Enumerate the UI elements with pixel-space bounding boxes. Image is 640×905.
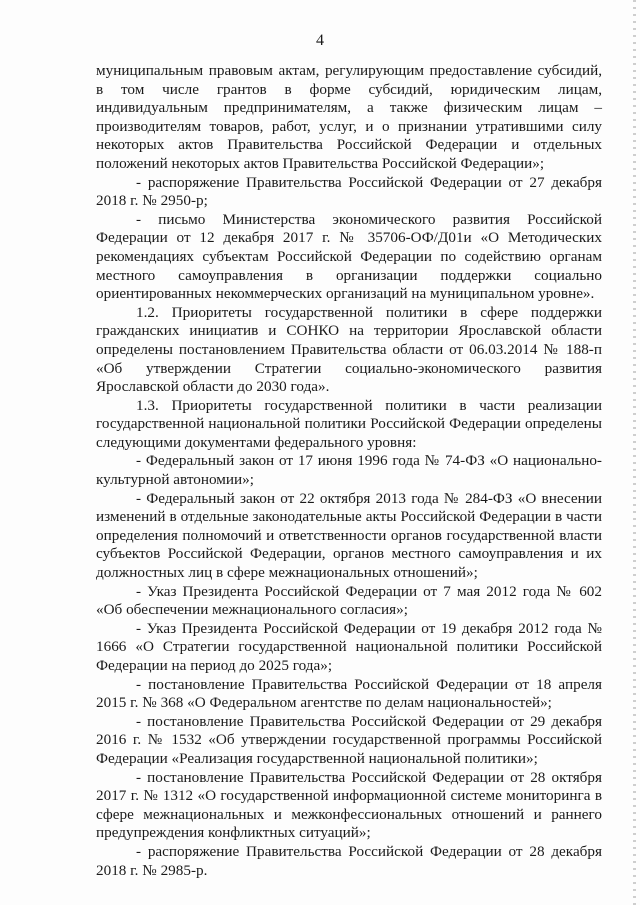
scan-edge-artifact — [633, 0, 636, 905]
paragraph: - Указ Президента Российской Федерации от 19 декабря 2012 года № 1666 «О Стратегии государственной национальной политики Российской Федерации на период до 2025 года»; — [96, 619, 602, 674]
paragraph: - распоряжение Правительства Российской Федерации от 27 декабря 2018 г. № 2950-р; — [96, 173, 602, 210]
paragraph: - постановление Правительства Российской Федерации от 29 декабря 2016 г. № 1532 «Об утверждении государственной программы Российской Федерации «Реализация государственной национальной политики»; — [96, 712, 602, 767]
paragraph: - Указ Президента Российской Федерации от 7 мая 2012 года № 602 «Об обеспечении межнационального согласия»; — [96, 582, 602, 619]
page-number: 4 — [316, 32, 324, 49]
paragraph: муниципальным правовым актам, регулирующим предоставление субсидий, в том числе грантов в форме субсидий, юридическим лицам, индивидуальным предпринимателям, а также физическим лицам – производителям товаров, работ, услуг, и о признании утратившими силу некоторых актов Правительства Российской Федерации и отдельных положений некоторых актов Правительства Российской Федерации»; — [96, 62, 602, 172]
paragraph: - Федеральный закон от 17 июня 1996 года № 74-ФЗ «О национально-культурной автономии»; — [96, 452, 602, 489]
paragraph: - письмо Министерства экономического развития Российской Федерации от 12 декабря 2017 г. № 35706-ОФ/Д01и «О Методических рекомендациях субъектам Российской Федерации по содействию органам местного самоуправления в организации поддержки социально ориентированных некоммерческих организаций на муниципальном уровне». — [96, 210, 602, 303]
paragraph: - постановление Правительства Российской Федерации от 18 апреля 2015 г. № 368 «О Федеральном агентстве по делам национальностей»; — [96, 675, 602, 712]
paragraph: - постановление Правительства Российской Федерации от 28 октября 2017 г. № 1312 «О государственной информационной системе мониторинга в сфере межнациональных и межконфессиональных отношений и раннего предупреждения конфликтных ситуаций»; — [96, 768, 602, 842]
paragraph: 1.3. Приоритеты государственной политики в части реализации государственной национальной политики Российской Федерации определены следующими документами федерального уровня: — [96, 396, 602, 451]
paragraph: - Федеральный закон от 22 октября 2013 года № 284-ФЗ «О внесении изменений в отдельные законодательные акты Российской Федерации в части определения полномочий и ответственности органов государственной власти субъектов Российской Федерации, органов местного самоуправления и их должностных лиц в сфере межнациональных отношений»; — [96, 489, 602, 582]
document-body — [96, 62, 602, 880]
paragraph: 1.2. Приоритеты государственной политики в сфере поддержки гражданских инициатив и СОНКО на территории Ярославской области определены постановлением Правительства области от 06.03.2014 № 188-п «Об утверждении Стратегии социально-экономического развития Ярославской области до 2030 года». — [96, 303, 602, 396]
paragraph: - распоряжение Правительства Российской Федерации от 28 декабря 2018 г. № 2985-р. — [96, 842, 602, 879]
